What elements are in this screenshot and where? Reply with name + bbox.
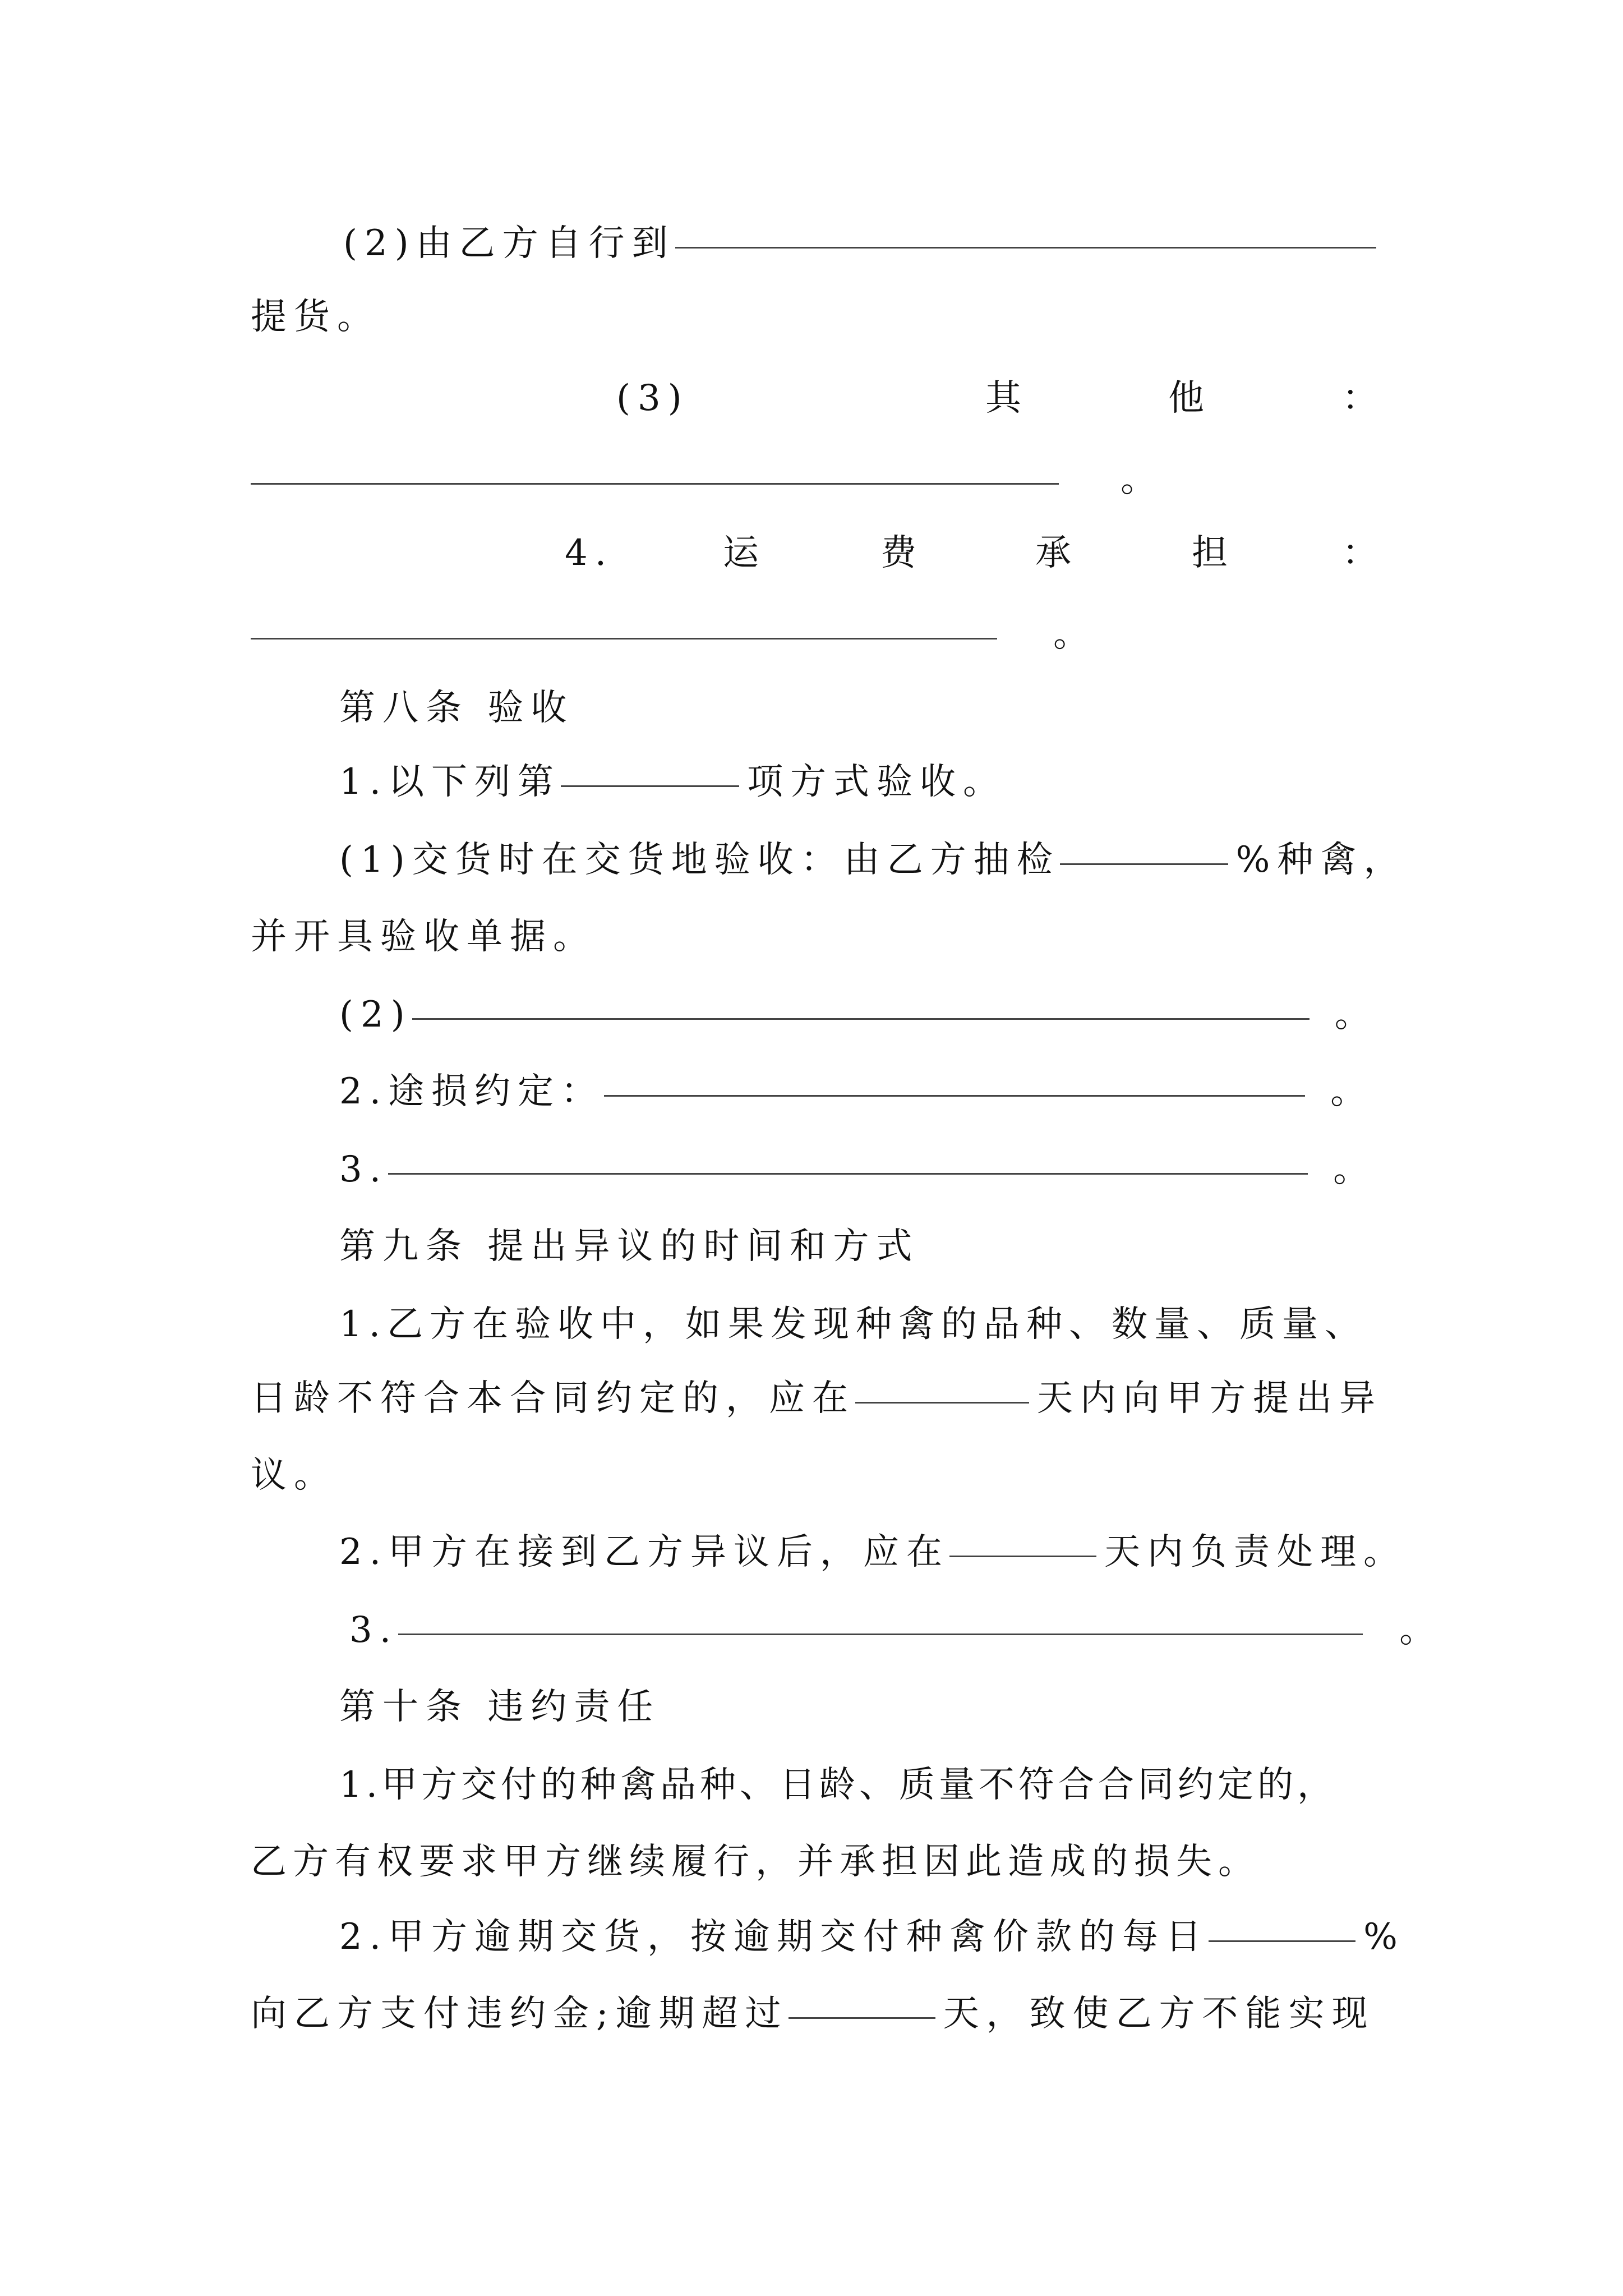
text: % <box>1363 1916 1405 1958</box>
text-line <box>339 832 1407 888</box>
text-line <box>349 1602 1442 1658</box>
text: ： <box>1342 532 1385 574</box>
text-line <box>339 1909 1405 1965</box>
text: %种禽， <box>1235 839 1407 881</box>
text: 。 <box>1333 1149 1377 1190</box>
text: 其 <box>985 378 1029 419</box>
text: 天，致使乙方不能实现 <box>943 1993 1375 2035</box>
text-line <box>251 1834 1260 1890</box>
text: 4. <box>565 532 614 574</box>
fill-blank[interactable] <box>561 754 739 787</box>
text: 议。 <box>251 1455 337 1496</box>
text: (1)交货时在交货地验收：由乙方抽检 <box>339 839 1060 881</box>
text: 第九条 提出异议的时间和方式 <box>339 1226 920 1267</box>
text: 1.以下列第 <box>339 761 561 803</box>
text: 2.途损约定： <box>339 1071 605 1112</box>
text-line <box>339 1524 1407 1580</box>
text: 乙方有权要求甲方继续履行，并承担因此造成的损失。 <box>251 1841 1260 1883</box>
fill-blank[interactable] <box>1209 1909 1355 1942</box>
text-line <box>339 1296 1367 1352</box>
text: 运 <box>723 532 766 574</box>
text: 承 <box>1035 532 1078 574</box>
clause-7-3-3 <box>0 370 1623 426</box>
text: 第十条 违约责任 <box>339 1686 661 1728</box>
section-heading <box>339 1679 660 1735</box>
text: 2.甲方逾期交货，按逾期交付种禽价款的每日 <box>339 1916 1209 1958</box>
fill-blank[interactable] <box>949 1524 1096 1557</box>
text: 提货。 <box>251 296 380 338</box>
text: 。 <box>1330 1071 1374 1112</box>
fill-blank[interactable] <box>675 215 1376 249</box>
text: 1.甲方交付的种禽品种、日龄、质量不符合合同约定的， <box>339 1764 1338 1806</box>
text: 。 <box>1053 614 1096 655</box>
text-line <box>251 909 596 965</box>
fill-blank[interactable] <box>1060 832 1228 865</box>
section-heading <box>339 680 574 736</box>
fill-blank[interactable] <box>604 1064 1305 1097</box>
fill-blank[interactable] <box>388 1142 1308 1175</box>
text-line <box>339 1757 1337 1813</box>
blank-line <box>251 452 1164 508</box>
fill-blank[interactable] <box>412 987 1310 1020</box>
text: 日龄不符合本合同约定的，应在 <box>251 1378 855 1419</box>
text: 费 <box>880 532 924 574</box>
text-line <box>251 1447 337 1503</box>
text: 并开具验收单据。 <box>251 916 596 958</box>
text: 第八条 验收 <box>339 687 574 729</box>
blank-line <box>251 606 1096 662</box>
fill-blank[interactable] <box>855 1370 1029 1404</box>
text-line <box>251 1986 1375 2042</box>
fill-blank[interactable] <box>251 606 997 639</box>
text: (3) <box>616 378 689 419</box>
text: 。 <box>1121 459 1164 500</box>
text: 天内向甲方提出异 <box>1037 1378 1382 1419</box>
text-line <box>251 1370 1382 1427</box>
text-line <box>339 1142 1376 1198</box>
text: 3. <box>339 1149 389 1190</box>
text: 1.乙方在验收中，如果发现种禽的品种、数量、质量、 <box>339 1304 1368 1345</box>
text-line <box>339 1064 1373 1120</box>
text: 。 <box>1334 994 1378 1036</box>
section-heading <box>339 1218 919 1274</box>
clause-7-4 <box>0 525 1623 581</box>
text-line <box>339 754 1006 810</box>
text: 3. <box>349 1609 399 1651</box>
text: (2)由乙方自行到 <box>343 223 675 264</box>
text: 向乙方支付违约金;逾期超过 <box>251 1993 789 2035</box>
text: (2) <box>339 994 412 1036</box>
text-line <box>251 289 380 345</box>
text: 天内负责处理。 <box>1104 1531 1407 1573</box>
fill-blank[interactable] <box>251 452 1059 485</box>
text: 2.甲方在接到乙方异议后，应在 <box>339 1531 950 1573</box>
text: 他 <box>1168 378 1211 419</box>
fill-blank[interactable] <box>789 1986 935 2019</box>
text-line <box>339 987 1378 1043</box>
text: ： <box>1342 378 1385 419</box>
clause-7-3-2 <box>343 215 1384 272</box>
fill-blank[interactable] <box>398 1602 1363 1635</box>
text: 。 <box>1399 1609 1443 1651</box>
text: 项方式验收。 <box>747 761 1007 803</box>
text: 担 <box>1192 532 1235 574</box>
